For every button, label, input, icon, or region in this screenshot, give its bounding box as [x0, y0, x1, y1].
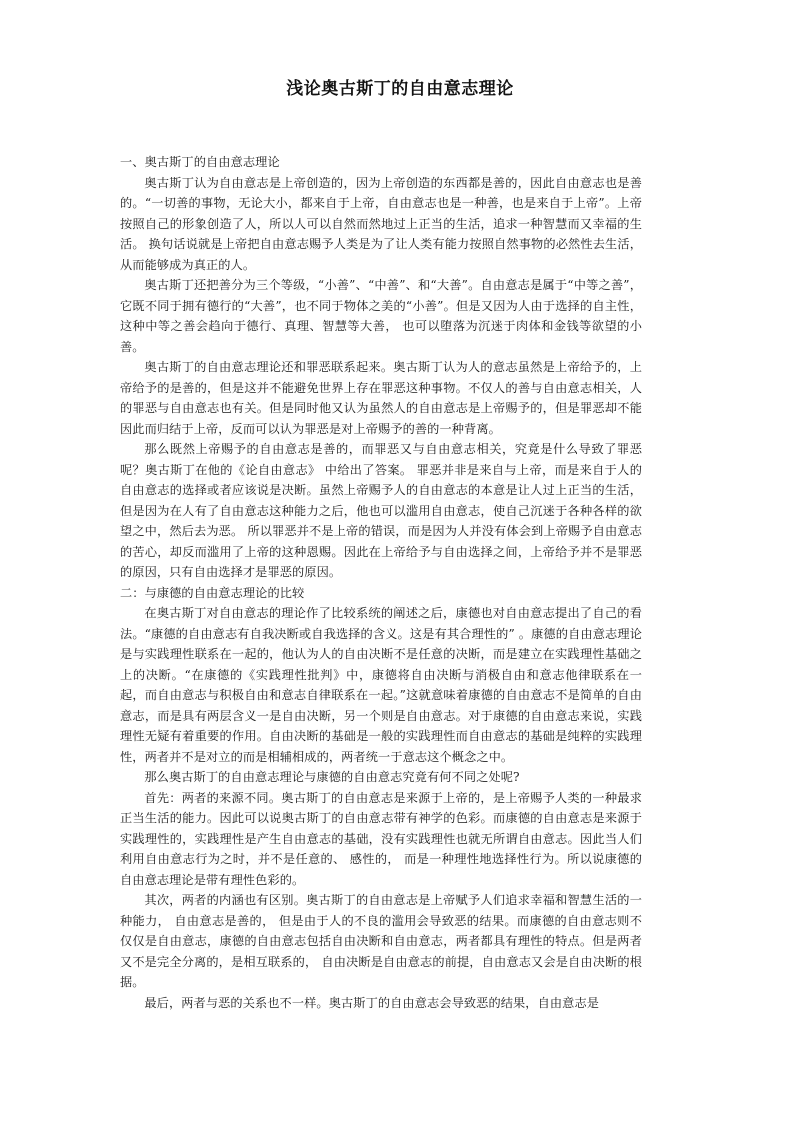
document-title: 浅论奥古斯丁的自由意志理论	[286, 79, 514, 99]
paragraph-5: 在奥古斯丁对自由意志的理论作了比较系统的阐述之后，康德也对自由意志提出了自己的看法。“康德的自由意志有自我决断或自我选择的含义。这是有其合理性的” 。康德的自由意志理论是与实践理性联系在一起的，他认为人的自由决断不是任意的决断，而是建立在实践理性基础之上的决断。“在康德的《实践理性批判》中，康德将自由决断与消极自由和意志他律联系在一起，而自由意志与积极自由和意志自律联系在一起。”这就意味着康德的自由意志不是简单的自由意志，而是具有两层含义一是自由决断，另一个则是自由意志。对于康德的自由意志来说，实践理性无疑有着重要的作用。自由决断的基础是一般的实践理性而自由意志的基础是纯粹的实践理性，两者并不是对立的而是相辅相成的，两者统一于意志这个概念之中。	[120, 606, 642, 764]
paragraph-6: 那么奥古斯丁的自由意志理论与康德的自由意志究竟有何不同之处呢?	[144, 770, 520, 784]
paragraph-4: 那么既然上帝赐予的自由意志是善的，而罪恶又与自由意志相关，究竟是什么导致了罪恶呢？奥古斯丁在他的《论自由意志》 中给出了答案。 罪恶并非是来自与上帝，而是来自于人的自由意志的选择或者应该说是决断。虽然上帝赐予人的自由意志的本意是让人过上正当的生活， 但是因为在人有了自由意志这种能力之后，他也可以滥用自由意志，使自己沉迷于各种各样的欲望之中，然后去为恶。 所以罪恶并不是上帝的错误，而是因为人并没有体会到上帝赐予自由意志的苦心，却反而滥用了上帝的这种恩赐。因此在上帝给予与自由选择之间，上帝给予并不是罪恶的原因，只有自由选择才是罪恶的原因。	[120, 442, 642, 579]
section-heading-1: 一、奥古斯丁的自由意志理论	[120, 155, 280, 169]
paragraph-1: 奥古斯丁认为自由意志是上帝创造的，因为上帝创造的东西都是善的，因此自由意志也是善的。“一切善的事物，无论大小，都来自于上帝，自由意志也是一种善，也是来自于上帝”。上帝按照自己的形象创造了人，所以人可以自然而然地过上正当的生活，追求一种智慧而又幸福的生活。 换句话说就是上帝把自由意志赐予人类是为了让人类有能力按照自然事物的必然性去生活，从而能够成为真正的人。	[120, 175, 642, 272]
paragraph-2: 奥古斯丁还把善分为三个等级，“小善”、“中善”、和“大善”。自由意志是属于“中等之善”，它既不同于拥有德行的“大善”，也不同于物体之美的“小善”。但是又因为人由于选择的自主性， 这种中等之善会趋向于德行、真理、智慧等大善， 也可以堕落为沉迷于肉体和金钱等欲望的小善。	[120, 278, 642, 354]
document-body	[120, 152, 642, 1013]
paragraph-8: 其次，两者的内涵也有区别。奥古斯丁的自由意志是上帝赋予人们追求幸福和智慧生活的一种能力， 自由意志是善的， 但是由于人的不良的滥用会导致恶的结果。而康德的自由意志则不仅仅是自由意志，康德的自由意志包括自由决断和自由意志，两者都具有理性的特点。但是两者又不是完全分离的，是相互联系的， 自由决断是自由意志的前提，自由意志又会是自由决断的根据。	[120, 893, 642, 989]
section-heading-2: 二：与康德的自由意志理论的比较	[120, 585, 305, 600]
paragraph-7: 首先：两者的来源不同。奥古斯丁的自由意志是来源于上帝的，是上帝赐予人类的一种最求正当生活的能力。因此可以说奥古斯丁的自由意志带有神学的色彩。而康德的自由意志是来源于实践理性的，实践理性是产生自由意志的基础，没有实践理性也就无所谓自由意志。因此当人们利用自由意志行为之时，并不是任意的、 感性的， 而是一种理性地选择性行为。所以说康德的自由意志理论是带有理性色彩的。	[120, 790, 642, 887]
paragraph-3: 奥古斯丁的自由意志理论还和罪恶联系起来。奥古斯丁认为人的意志虽然是上帝给予的，上帝给予的是善的，但是这并不能避免世界上存在罪恶这种事物。不仅人的善与自由意志相关，人的罪恶与自由意志也有关。但是同时他又认为虽然人的自由意志是上帝赐予的，但是罪恶却不能因此而归结于上帝，反而可以认为罪恶是对上帝赐予的善的一种背离。	[120, 360, 642, 436]
paragraph-9: 最后，两者与恶的关系也不一样。奥古斯丁的自由意志会导致恶的结果，自由意志是	[144, 995, 600, 1010]
